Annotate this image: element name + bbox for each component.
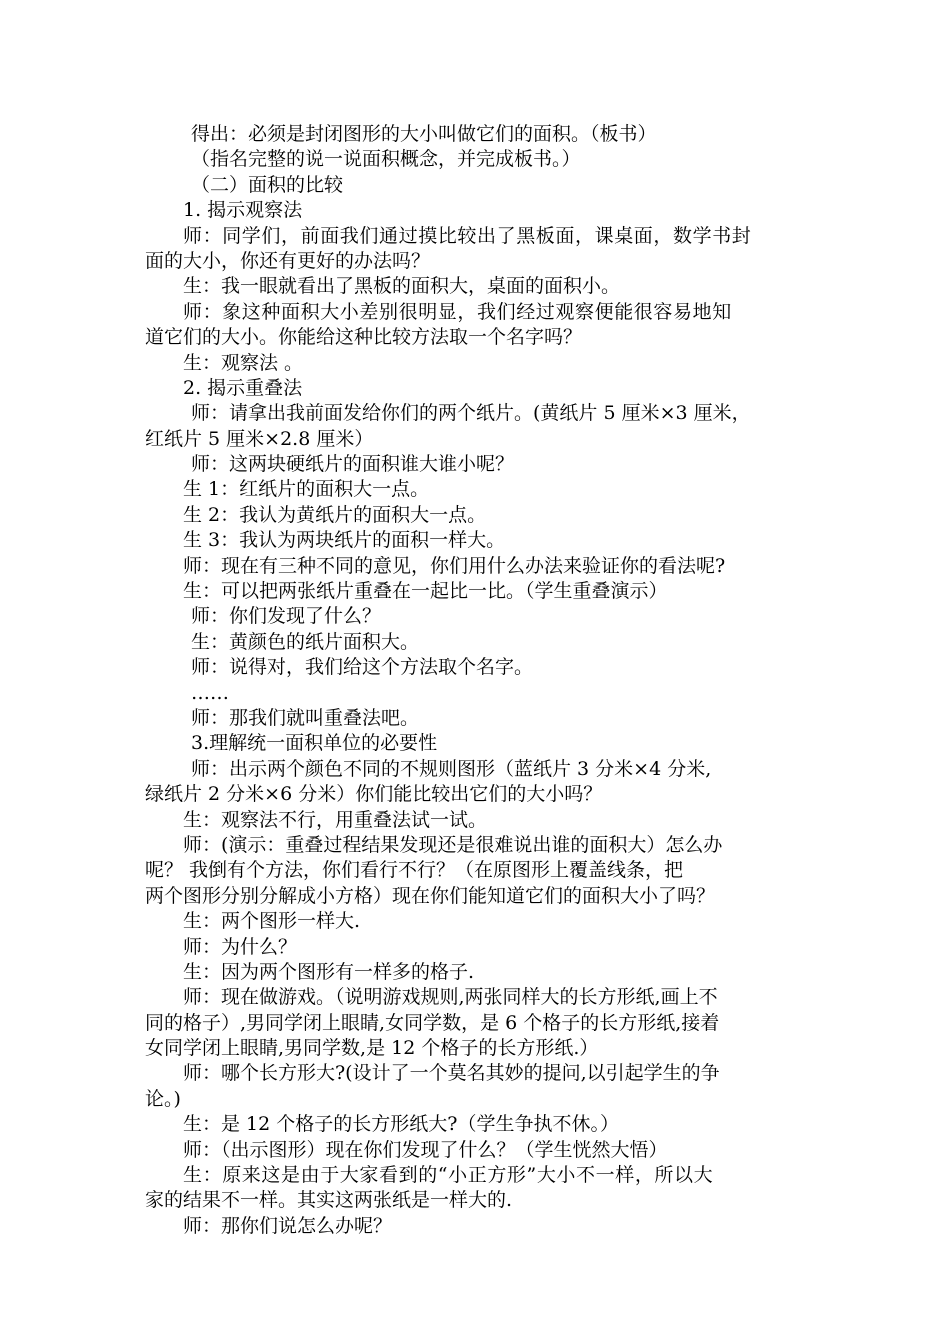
paragraph-line: 红纸片 5 厘米×2.8 厘米）	[145, 427, 374, 450]
paragraph-line: 生：因为两个图形有一样多的格子.	[183, 960, 475, 983]
paragraph-line: （指名完整的说一说面积概念，并完成板书。）	[191, 148, 581, 171]
subsection-heading: 3.理解统一面积单位的必要性	[191, 732, 438, 755]
paragraph-line: 生：是 12 个格子的长方形纸大?（学生争执不休。）	[183, 1113, 619, 1136]
paragraph-line: 生：原来这是由于大家看到的“小正方形”大小不一样，所以大	[183, 1164, 714, 1187]
paragraph-line: 师：那你们说怎么办呢？	[183, 1214, 393, 1237]
paragraph-line: 生：黄颜色的纸片面积大。	[191, 630, 420, 653]
paragraph-line: 生：我一眼就看出了黑板的面积大，桌面的面积小。	[183, 275, 621, 298]
paragraph-line: 师：那我们就叫重叠法吧。	[191, 706, 420, 729]
paragraph-line: 生：观察法不行，用重叠法试一试。	[183, 808, 488, 831]
paragraph-line: 师：象这种面积大小差别很明显，我们经过观察便能很容易地知	[183, 300, 732, 323]
paragraph-line: 师：为什么？	[183, 935, 298, 958]
paragraph-line: 呢？ 我倒有个方法，你们看行不行？（在原图形上覆盖线条，把	[145, 859, 684, 882]
paragraph-line: 两个图形分别分解成小方格）现在你们能知道它们的面积大小了吗？	[145, 884, 716, 907]
document-body	[145, 122, 825, 1239]
paragraph-line: 师：出示两个颜色不同的不规则图形（蓝纸片 3 分米×4 分米,	[191, 757, 712, 780]
paragraph-line: 师：（出示图形）现在你们发现了什么？（学生恍然大悟）	[183, 1138, 668, 1161]
paragraph-line: 面的大小，你还有更好的办法吗？	[145, 249, 431, 272]
paragraph-line: 生 1：红纸片的面积大一点。	[183, 478, 430, 501]
paragraph-line: 绿纸片 2 分米×6 分米）你们能比较出它们的大小吗？	[145, 783, 603, 806]
paragraph-line: 师：说得对，我们给这个方法取个名字。	[191, 656, 534, 679]
paragraph-line: 生 3：我认为两块纸片的面积一样大。	[183, 529, 506, 552]
paragraph-line: 道它们的大小。你能给这种比较方法取一个名字吗？	[145, 326, 583, 349]
paragraph-line: 论。)	[145, 1087, 181, 1110]
paragraph-line: 师：现在有三种不同的意见，你们用什么办法来验证你的看法呢?	[183, 554, 726, 577]
section-heading: （二）面积的比较	[191, 173, 344, 196]
paragraph-line: 同的格子）,男同学闭上眼睛,女同学数，是 6 个格子的长方形纸,接着	[145, 1011, 720, 1034]
paragraph-line: 师：(演示：重叠过程结果发现还是很难说出谁的面积大）怎么办	[183, 833, 723, 856]
paragraph-line: 生：观察法 。	[183, 351, 304, 374]
subsection-heading: 1. 揭示观察法	[183, 199, 303, 222]
paragraph-line: 家的结果不一样。其实这两张纸是一样大的.	[145, 1189, 513, 1212]
paragraph-line: 女同学闭上眼睛,男同学数,是 12 个格子的长方形纸.）	[145, 1037, 599, 1060]
paragraph-line: 生：可以把两张纸片重叠在一起比一比。（学生重叠演示）	[183, 580, 668, 603]
paragraph-line: 生：两个图形一样大.	[183, 910, 361, 933]
paragraph-line: 得出：必须是封闭图形的大小叫做它们的面积。（板书）	[191, 123, 657, 145]
paragraph-line: 师：请拿出我前面发给你们的两个纸片。(黄纸片 5 厘米×3 厘米，	[191, 402, 751, 425]
paragraph-line: 生 2：我认为黄纸片的面积大一点。	[183, 503, 487, 526]
paragraph-line: 师：这两块硬纸片的面积谁大谁小呢？	[191, 453, 515, 476]
paragraph-line: 师：你们发现了什么？	[191, 605, 382, 628]
paragraph-line: 师：同学们，前面我们通过摸比较出了黑板面，课桌面，数学书封	[183, 224, 752, 247]
paragraph-line: 师：现在做游戏。（说明游戏规则,两张同样大的长方形纸,画上不	[183, 986, 718, 1009]
ellipsis-line: ……	[191, 681, 229, 704]
subsection-heading: 2. 揭示重叠法	[183, 376, 303, 399]
paragraph-line: 师：哪个长方形大?(设计了一个莫名其妙的提问,以引起学生的争	[183, 1062, 720, 1085]
